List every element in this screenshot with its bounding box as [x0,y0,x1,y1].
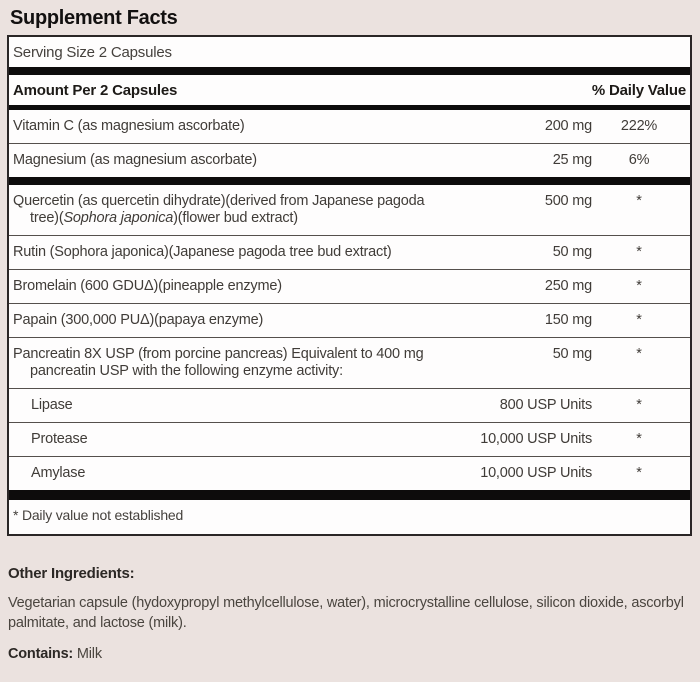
ingredient-daily-value: * [636,278,642,294]
ingredient-daily-value: * [636,397,642,413]
contains-value: Milk [76,646,102,662]
ingredient-name: Lipase [31,397,73,413]
ingredient-name: Rutin (Sophora japonica)(Japanese pagoda tree bud extract) [13,244,392,260]
daily-value-header: % Daily Value [591,82,686,99]
ingredient-amount: 25 mg [552,152,592,168]
ingredient-daily-value: 6% [628,152,650,168]
ingredient-daily-value: * [636,312,642,328]
table-row-vitamin-c [9,110,690,143]
ingredient-amount: 500 mg [544,193,592,209]
page-title: Supplement Facts [10,7,178,29]
table-row-protease [9,423,690,456]
amount-header: Amount Per 2 Capsules [13,82,178,99]
ingredient-daily-value: * [636,193,642,209]
divider-thick [9,67,690,75]
serving-size: Serving Size 2 Capsules [13,44,172,61]
ingredient-name: Papain (300,000 PUΔ)(papaya enzyme) [13,312,264,328]
contains-line [8,646,692,662]
ingredient-daily-value: * [636,346,642,362]
divider-thick [9,490,690,500]
table-row-papain [9,304,690,337]
table-row-rutin [9,236,690,269]
other-ingredients-label: Other Ingredients: [8,565,135,582]
table-row-magnesium [9,144,690,177]
ingredient-daily-value: * [636,244,642,260]
ingredient-amount: 50 mg [552,244,592,260]
table-row-quercetin [9,185,690,235]
ingredient-amount: 800 USP Units [499,397,592,413]
supplement-facts-panel [7,35,692,536]
ingredient-daily-value: 222% [620,118,658,134]
table-header [9,75,690,105]
ingredient-name: Quercetin (as quercetin dihydrate)(derived from Japanese pagoda tree)(Sophora japonica)(flower bud extract) [13,193,425,226]
table-row-bromelain [9,270,690,303]
contains-label: Contains: [8,646,74,662]
ingredient-amount: 10,000 USP Units [480,431,592,447]
ingredient-daily-value: * [636,465,642,481]
ingredient-amount: 200 mg [544,118,592,134]
table-row-amylase [9,457,690,490]
other-ingredients-text: Vegetarian capsule (hydoxypropyl methylcellulose, water), microcrystalline cellulose, silicon dioxide, ascorbyl palmitate, and lactose (milk). [8,595,684,631]
ingredient-name: Protease [31,431,88,447]
ingredient-amount: 10,000 USP Units [480,465,592,481]
other-ingredients-section [8,565,692,662]
ingredient-name: Amylase [31,465,86,481]
ingredient-name: Pancreatin 8X USP (from porcine pancreas) Equivalent to 400 mg pancreatin USP with the following enzyme activity: [13,346,424,379]
ingredient-amount: 250 mg [544,278,592,294]
ingredient-name: Magnesium (as magnesium ascorbate) [13,152,257,168]
divider-thick [9,177,690,185]
ingredient-name: Vitamin C (as magnesium ascorbate) [13,118,245,134]
table-row-lipase [9,389,690,422]
ingredient-name: Bromelain (600 GDUΔ)(pineapple enzyme) [13,278,282,294]
ingredient-amount: 50 mg [552,346,592,362]
ingredient-amount: 150 mg [544,312,592,328]
ingredient-daily-value: * [636,431,642,447]
daily-value-footnote: * Daily value not established [13,507,184,523]
table-row-pancreatin [9,338,690,388]
